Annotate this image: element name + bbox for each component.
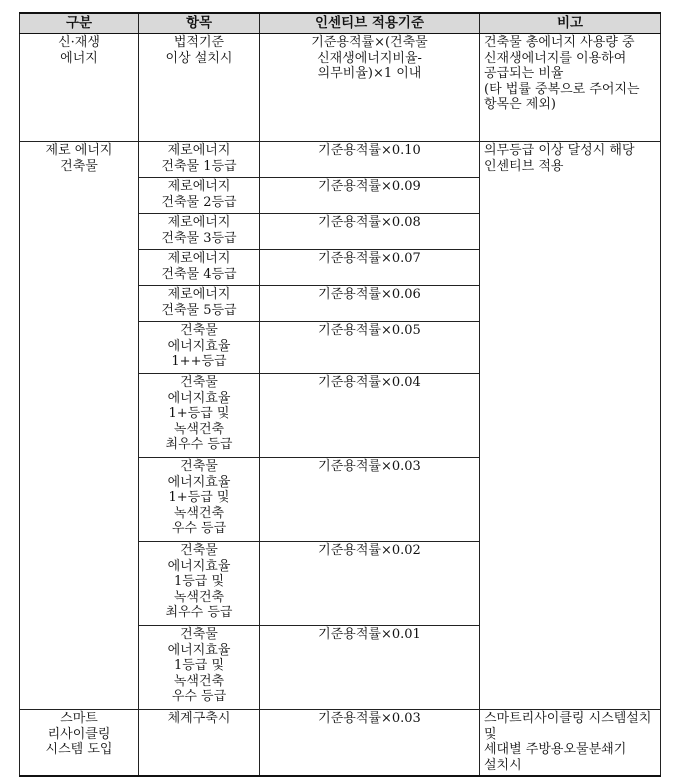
criteria-cell: 기준용적률×0.07: [260, 250, 480, 286]
table-row: [20, 710, 661, 777]
item-cell: 제로에너지 건축물 3등급: [139, 214, 260, 250]
header-category: 구분: [20, 13, 139, 34]
category-cell: 신·재생 에너지: [20, 34, 139, 142]
item-cell: 건축물 에너지효율 1++등급: [139, 322, 260, 374]
table-row: [20, 34, 661, 142]
criteria-cell: 기준용적률×0.09: [260, 178, 480, 214]
header-criteria: 인센티브 적용기준: [260, 13, 480, 34]
criteria-cell: 기준용적률×0.06: [260, 286, 480, 322]
item-cell: 제로에너지 건축물 4등급: [139, 250, 260, 286]
header-note: 비고: [480, 13, 661, 34]
item-cell: 제로에너지 건축물 2등급: [139, 178, 260, 214]
criteria-cell: 기준용적률×0.01: [260, 626, 480, 710]
item-cell: 건축물 에너지효율 1등급 및 녹색건축 우수 등급: [139, 626, 260, 710]
item-cell: 건축물 에너지효율 1등급 및 녹색건축 최우수 등급: [139, 542, 260, 626]
item-cell: 건축물 에너지효율 1+등급 및 녹색건축 최우수 등급: [139, 374, 260, 458]
item-cell: 제로에너지 건축물 1등급: [139, 142, 260, 178]
criteria-cell: 기준용적률×0.03: [260, 710, 480, 777]
header-item: 항목: [139, 13, 260, 34]
category-cell: 제로 에너지 건축물: [20, 142, 139, 710]
criteria-cell: 기준용적률×0.08: [260, 214, 480, 250]
incentive-table: [19, 12, 661, 777]
header-row: [20, 13, 661, 34]
item-cell: 법적기준 이상 설치시: [139, 34, 260, 142]
item-cell: 건축물 에너지효율 1+등급 및 녹색건축 우수 등급: [139, 458, 260, 542]
criteria-cell: 기준용적률×0.02: [260, 542, 480, 626]
note-cell: 건축물 총에너지 사용량 중 신재생에너지를 이용하여 공급되는 비율 (타 법률 중복으로 주어지는 항목은 제외): [480, 34, 661, 142]
note-cell: 스마트리사이클링 시스템설치 및 세대별 주방용오물분쇄기 설치시: [480, 710, 661, 777]
item-cell: 제로에너지 건축물 5등급: [139, 286, 260, 322]
criteria-cell: 기준용적률×0.05: [260, 322, 480, 374]
table-row: [20, 142, 661, 178]
item-cell: 체계구축시: [139, 710, 260, 777]
category-cell: 스마트 리사이클링 시스템 도입: [20, 710, 139, 777]
criteria-cell: 기준용적률×(건축물 신재생에너지비율- 의무비율)×1 이내: [260, 34, 480, 142]
note-cell: 의무등급 이상 달성시 해당 인센티브 적용: [480, 142, 661, 710]
criteria-cell: 기준용적률×0.03: [260, 458, 480, 542]
criteria-cell: 기준용적률×0.04: [260, 374, 480, 458]
criteria-cell: 기준용적률×0.10: [260, 142, 480, 178]
